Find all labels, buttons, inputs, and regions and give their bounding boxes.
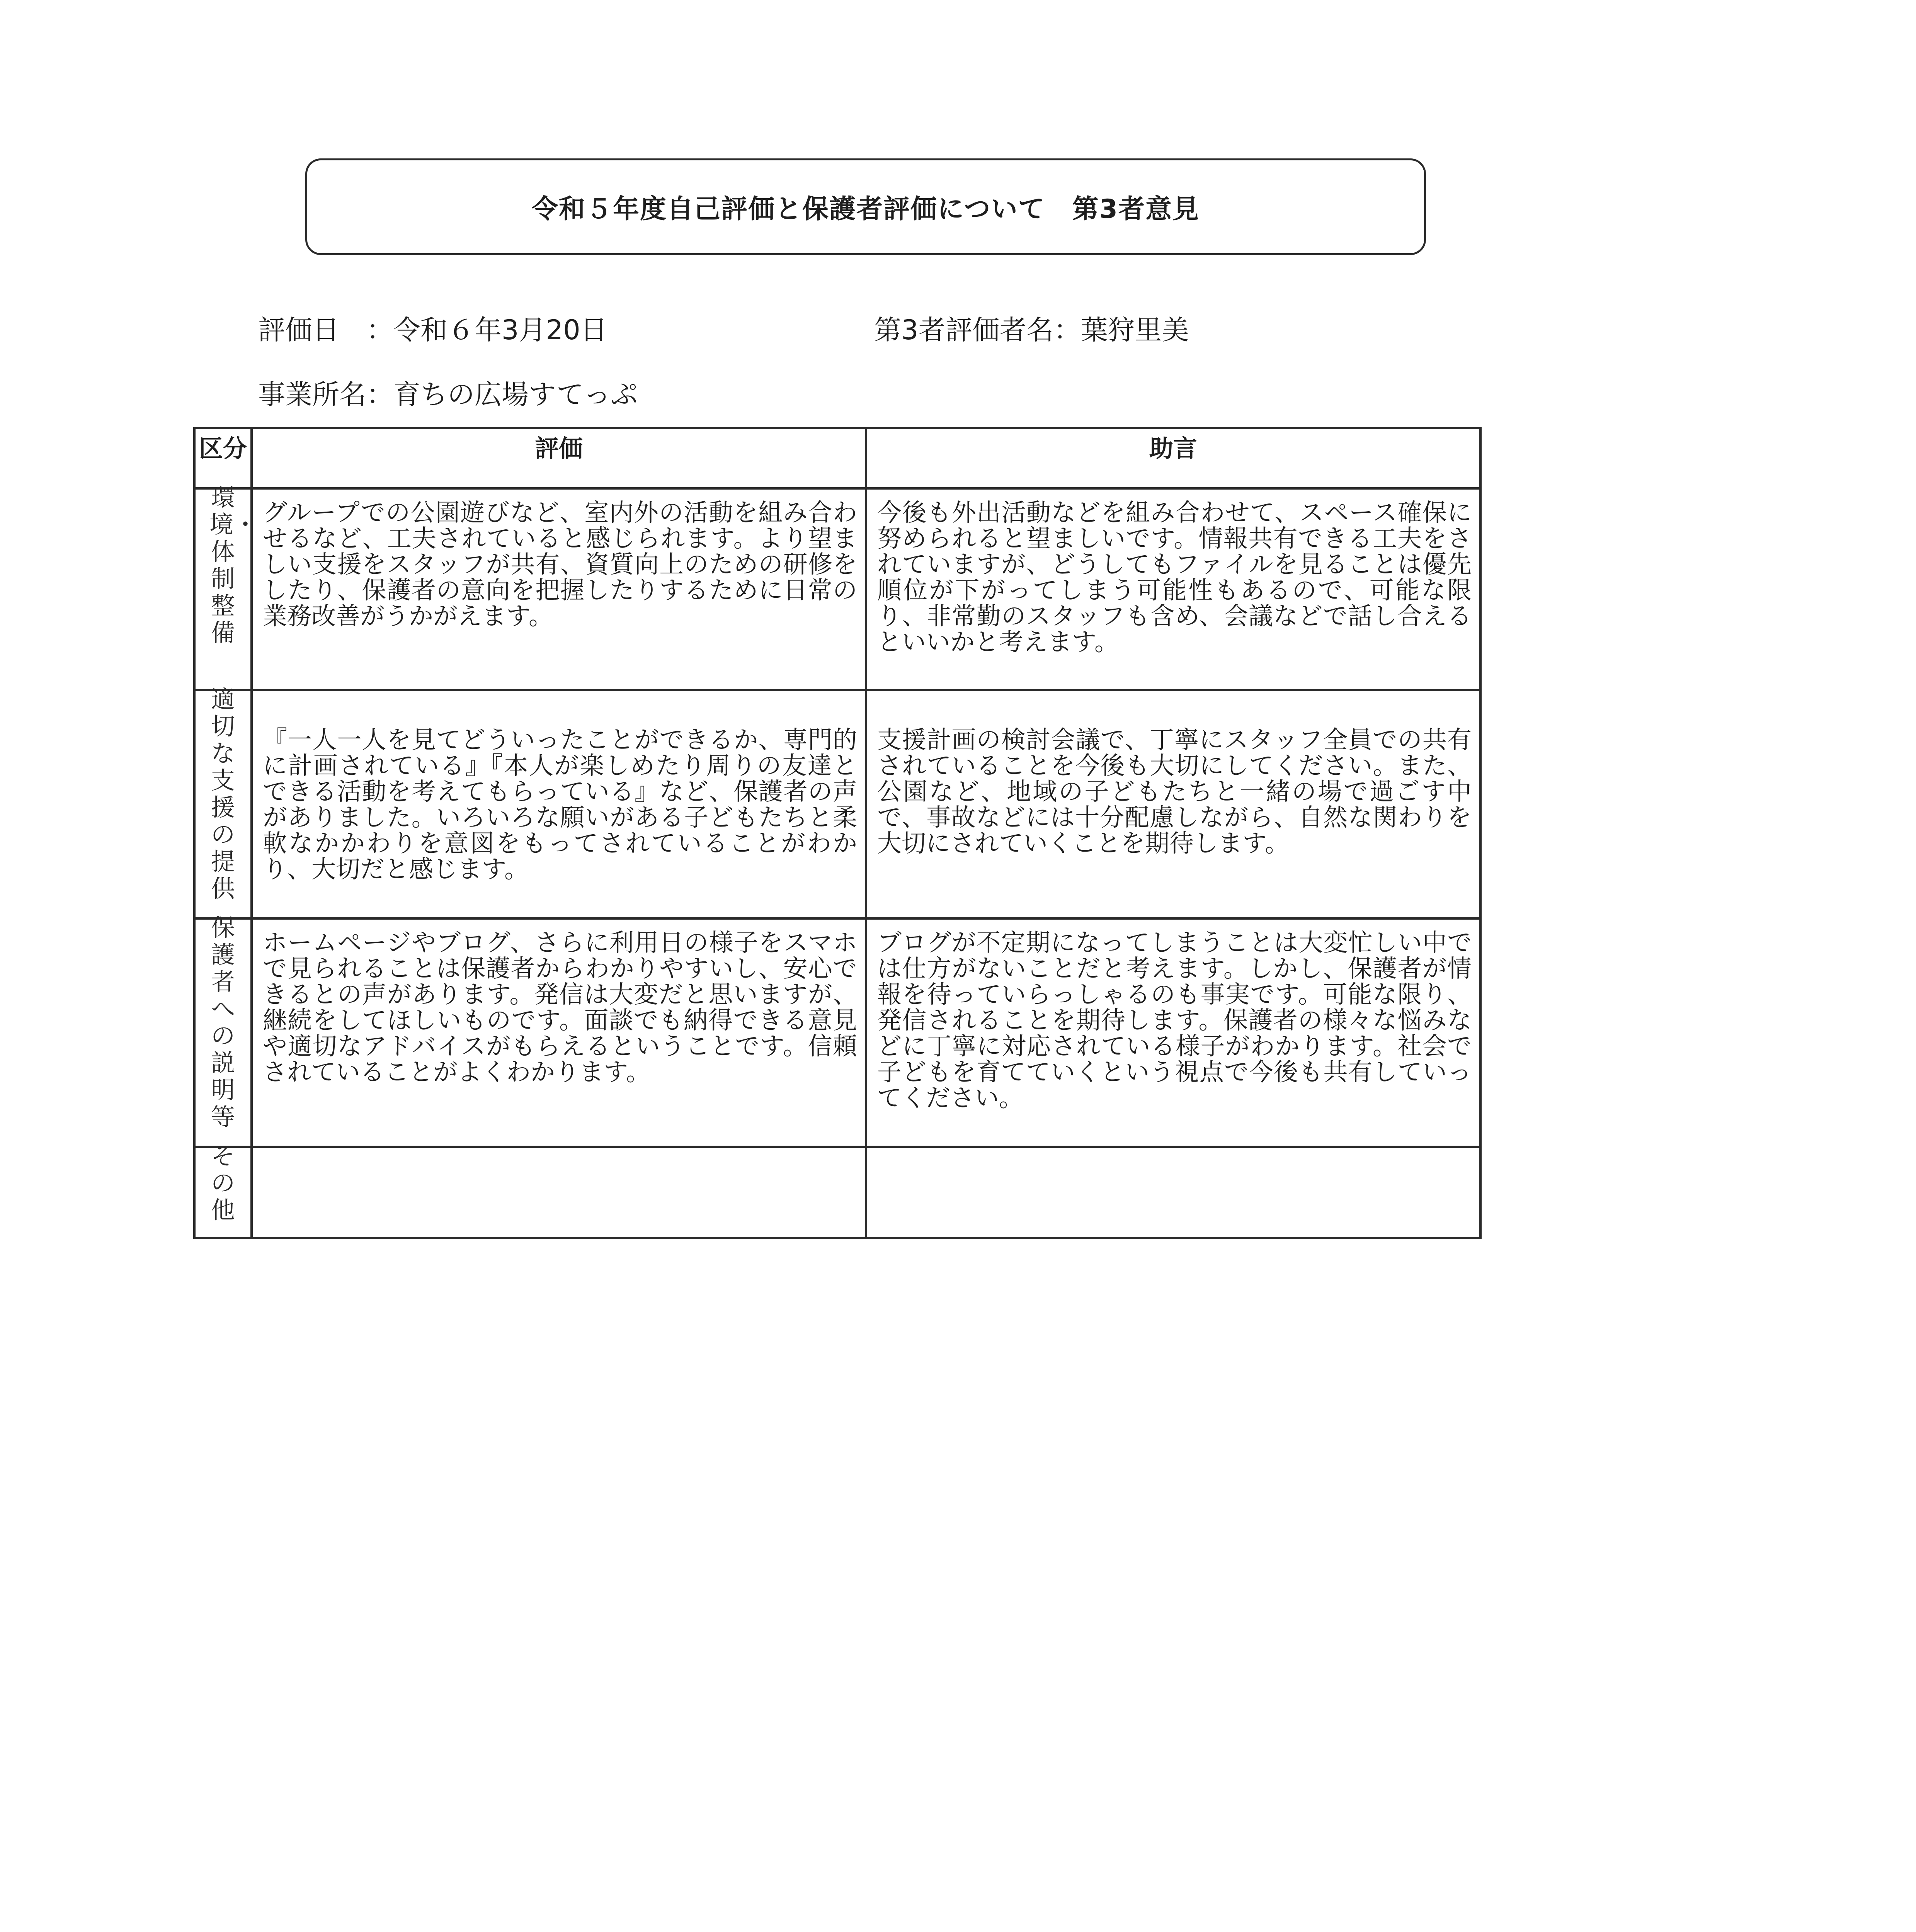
category-cell (194, 913, 252, 1147)
evaluation-table (193, 427, 1482, 1239)
header-category: 区分 (194, 428, 252, 488)
table-row (194, 918, 1480, 1147)
table-row (194, 690, 1480, 918)
table-row (194, 1147, 1480, 1238)
advice-cell (866, 1147, 1480, 1238)
evaluation-text: グループでの公園遊びなど、室内外の活動を組み合わせるなど、工夫されていると感じられます。より望ましい支援をスタッフが共有、資質向上のための研修をしたり、保護者の意向を把握したりするために日常の業務改善がうかがえます。 (263, 498, 857, 630)
document-title: 令和５年度自己評価と保護者評価について 第3者意見 (532, 194, 1200, 224)
evaluation-cell (252, 1147, 866, 1238)
evaluation-cell (252, 918, 866, 1147)
evaluator-name: 第3者評価者名：葉狩里美 (874, 314, 1189, 346)
title-box (305, 158, 1426, 255)
evaluation-text (253, 1148, 865, 1158)
advice-text: ブログが不定期になってしまうことは大変忙しい中では仕方がないことだと考えます。しかし、保護者が情報を待っていらっしゃるのも事実です。可能な限り、発信されることを期待します。保護者の様々な悩みなどに丁寧に対応されている様子がわかります。社会で子どもを育てていくという視点で今後も共有していってください。 (877, 929, 1472, 1112)
category-cell (194, 483, 258, 690)
advice-cell (866, 690, 1480, 918)
category-label: 保護者への説明等 (211, 913, 235, 1131)
advice-text: 支援計画の検討会議で、丁寧にスタッフ全員での共有されていることを今後も大切にしてください。また、公園など、地域の子どもたちと一緒の場で過ごす中で、事故などには十分配慮しながら、自然な関わりを大切にされていくことを期待します。 (877, 726, 1472, 857)
evaluation-cell (252, 690, 866, 918)
advice-cell (866, 488, 1480, 690)
header-evaluation: 評価 (252, 428, 866, 488)
table-row (194, 488, 1480, 690)
category-label: 環境・体制整備 (209, 483, 258, 647)
table-header-row (194, 428, 1480, 488)
evaluation-cell (252, 488, 866, 690)
category-cell (194, 685, 252, 918)
office-name: 事業所名：育ちの広場すてっぷ (258, 379, 638, 410)
header-advice: 助言 (866, 428, 1480, 488)
evaluation-text: 『一人一人を見てどういったことができるか、専門的に計画されている』『本人が楽しめたり周りの友達とできる活動を考えてもらっている』など、保護者の声がありました。いろいろな願いがある子どもたちと柔軟なかかわりを意図をもってされていることがわかり、大切だと感じます。 (263, 726, 857, 883)
advice-text (867, 1148, 1479, 1158)
category-label: 適切な支援の提供 (211, 685, 235, 903)
evaluation-date: 評価日 ：令和６年3月20日 (258, 314, 607, 346)
advice-cell (866, 918, 1480, 1147)
category-label: その他 (211, 1142, 235, 1224)
category-cell (194, 1142, 252, 1238)
advice-text: 今後も外出活動などを組み合わせて、スペース確保に努められると望ましいです。情報共有できる工夫をされていますが、どうしてもファイルを見ることは優先順位が下がってしまう可能性もあるので、可能な限り、非常勤のスタッフも含め、会議などで話し合えるといいかと考えます。 (877, 498, 1472, 656)
evaluation-text: ホームページやブログ、さらに利用日の様子をスマホで見られることは保護者からわかりやすいし、安心できるとの声があります。発信は大変だと思いますが、継続をしてほしいものです。面談でも納得できる意見や適切なアドバイスがもらえるということです。信頼されていることがよくわかります。 (263, 929, 857, 1086)
